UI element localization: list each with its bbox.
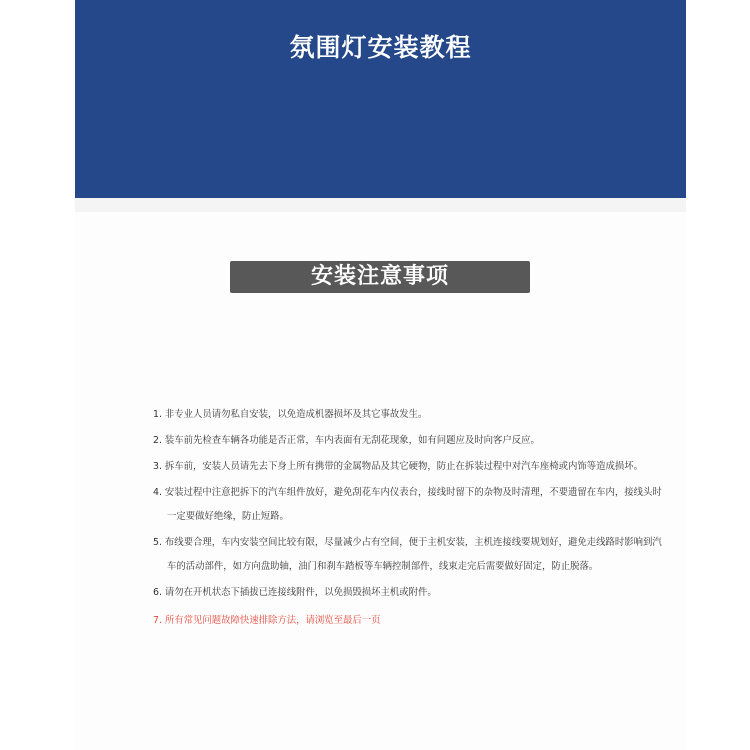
page-title: 氛围灯安装教程 <box>289 33 472 62</box>
note-item-3: 3. 拆车前，安装人员请先去下身上所有携带的金属物品及其它硬物，防止在拆装过程中对汽车座椅或内饰等造成损坏。 <box>153 461 644 472</box>
note-item-1: 1. 非专业人员请勿私自安装，以免造成机器损坏及其它事故发生。 <box>153 409 428 420</box>
notes-list <box>153 403 668 635</box>
document-sheet <box>75 0 686 750</box>
note-item-6: 6. 请勿在开机状态下插拔已连接线附件，以免损毁损坏主机或附件。 <box>153 587 437 598</box>
header-band <box>75 0 686 198</box>
note-item-2: 2. 装车前先检查车辆各功能是否正常，车内表面有无刮花现象，如有问题应及时向客户反应。 <box>153 435 540 446</box>
section-banner <box>230 261 530 293</box>
note-item-5: 5. 布线要合理，车内安装空间比较有限，尽量减少占有空间，便于主机安装，主机连接线要规划好，避免走线路时影响到汽车的活动部件，如方向盘助轴，油门和刹车踏板等车辆控制部件，线束走完后需要做好固定，防止脱落。 <box>153 537 662 572</box>
note-item-4: 4. 安装过程中注意把拆下的汽车组件放好，避免刮花车内仪表台，接线时留下的杂物及时清理，不要遗留在车内，接线头时一定要做好绝缘，防止短路。 <box>153 487 662 522</box>
section-title: 安装注意事项 <box>310 264 449 289</box>
note-item-7-warning: 7. 所有常见问题故障快速排除方法，请浏览至最后一页 <box>153 615 381 626</box>
section-divider <box>75 198 686 212</box>
